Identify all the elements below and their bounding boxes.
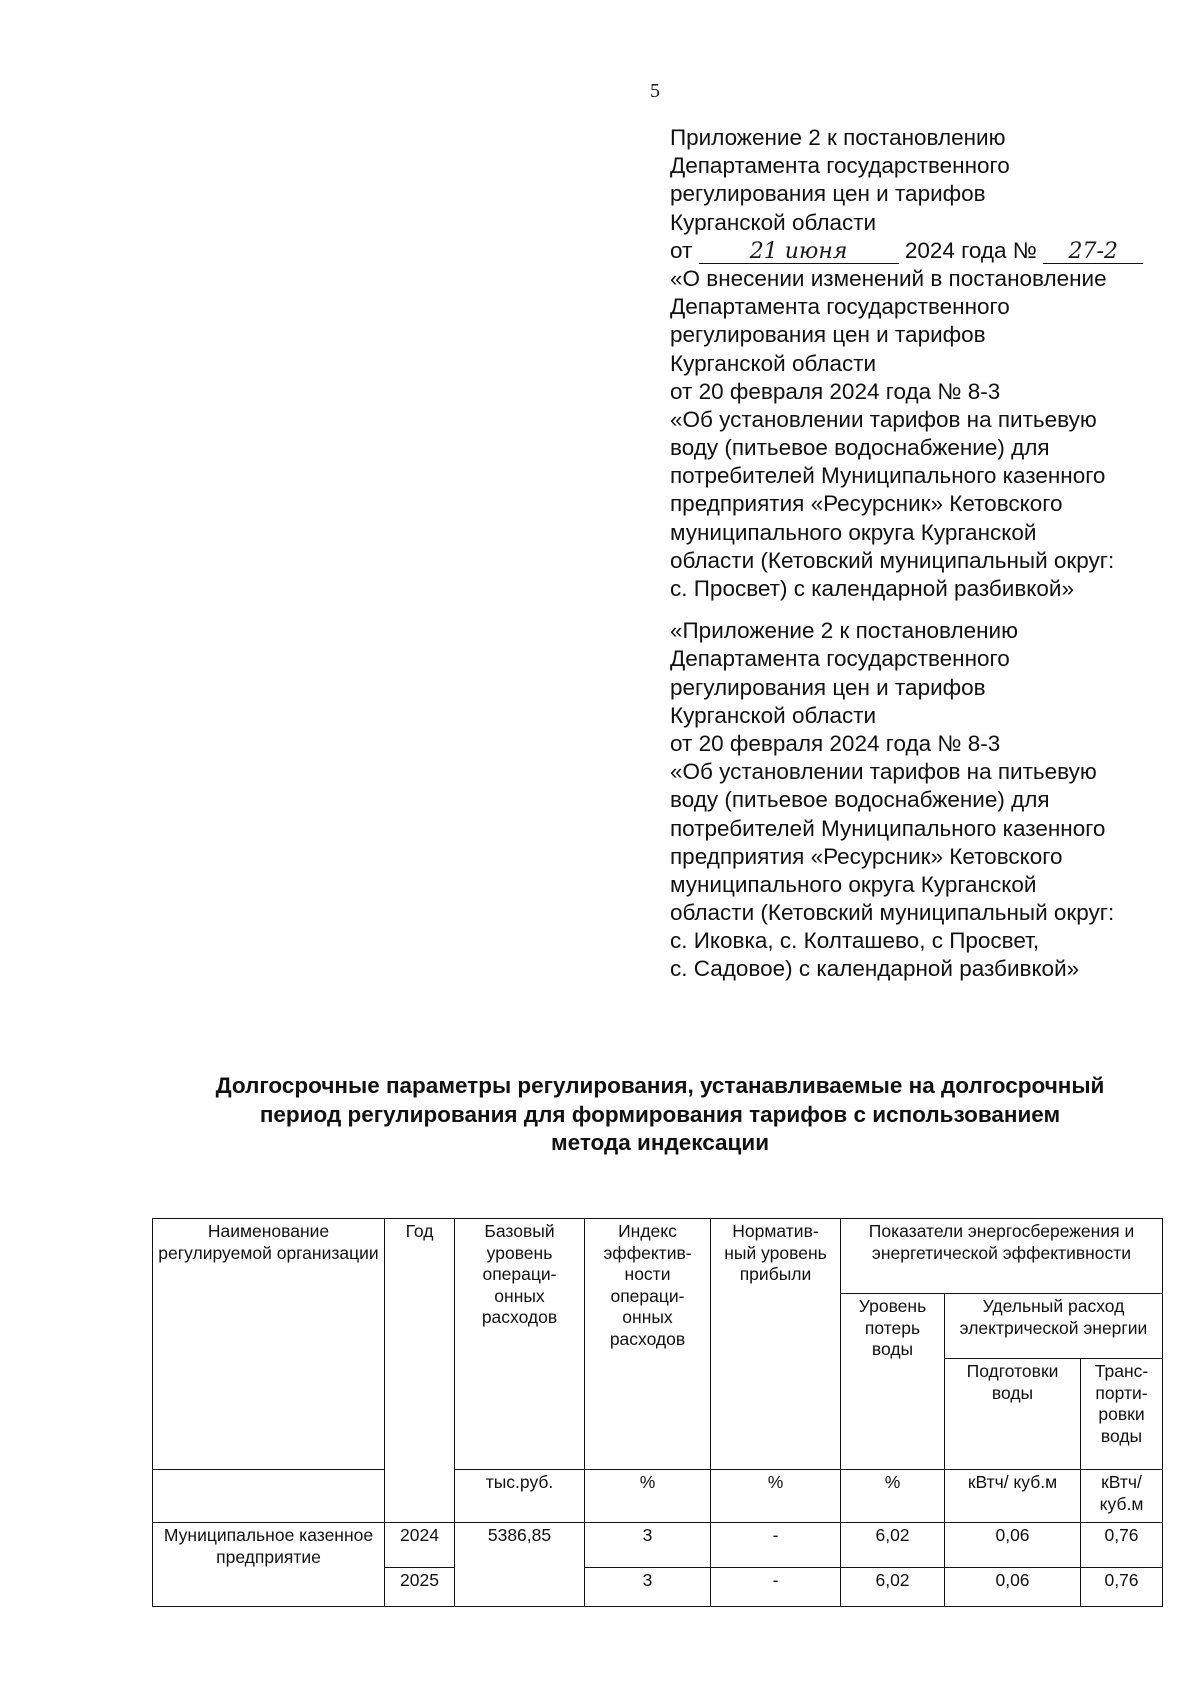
appendix-2-line: с. Садовое) с календарной разбивкой» <box>670 956 1080 982</box>
appendix-2-line: области (Кетовский муниципальный округ: <box>670 900 1115 926</box>
appendix-line: Курганской области <box>670 209 877 235</box>
appendix-line: от 20 февраля 2024 года № 8-3 <box>670 378 1001 404</box>
appendix-line: с. Просвет) с календарной разбивкой» <box>670 576 1074 601</box>
header-index: Индекс эффектив- ности операци- онных расходов <box>585 1219 711 1470</box>
header-profit: Норматив- ный уровень прибыли <box>711 1219 841 1470</box>
appendix-date-line <box>670 237 1190 265</box>
appendix-2-line: потребителей Муниципального казенного <box>670 815 1106 841</box>
appendix-line: Департамента государственного <box>670 294 1010 320</box>
appendix-line: регулирования цен и тарифов <box>670 322 986 348</box>
unit-index: % <box>585 1470 711 1523</box>
header-prep: Подготовки воды <box>945 1359 1081 1470</box>
appendix-2-line: предприятия «Ресурсник» Кетовского <box>670 843 1063 869</box>
appendix-2-line: от 20 февраля 2024 года № 8-3 <box>670 730 1001 756</box>
page-number: 5 <box>650 80 660 102</box>
header-org: Наименование регулируемой организации <box>153 1219 385 1470</box>
appendix-line: предприятия «Ресурсник» Кетовского <box>670 491 1063 517</box>
heading-line: Долгосрочные параметры регулирования, устанавливаемые на долгосрочный <box>215 1073 1105 1098</box>
appendix-2-line: Курганской области <box>670 702 877 728</box>
header-transport: Транс- порти- ровки воды <box>1081 1359 1163 1470</box>
date-suffix: 2024 года № <box>904 237 1037 263</box>
header-base: Базовый уровень операци- онных расходов <box>455 1219 585 1470</box>
appendix-line: воду (питьевое водоснабжение) для <box>670 435 1050 461</box>
cell-index: 3 <box>585 1523 711 1568</box>
appendix-2-line: «Приложение 2 к постановлению <box>670 618 1018 644</box>
appendix-line: Департамента государственного <box>670 153 1010 179</box>
table-header-row <box>153 1219 1163 1294</box>
appendix-line: потребителей Муниципального казенного <box>670 463 1106 489</box>
handwritten-number: 27-2 <box>1043 241 1143 264</box>
appendix-line: регулирования цен и тарифов <box>670 181 986 207</box>
appendix-2-line: Департамента государственного <box>670 646 1010 672</box>
appendix-line: муниципального округа Курганской <box>670 519 1037 545</box>
appendix-2-line: муниципального округа Курганской <box>670 871 1037 897</box>
handwritten-date: 21 июня <box>699 241 899 264</box>
appendix-2-line: с. Иковка, с. Колташево, с Просвет, <box>670 928 1040 954</box>
heading-line: период регулирования для формирования тарифов с использованием <box>259 1101 1061 1127</box>
header-loss: Уровень потерь воды <box>841 1294 945 1470</box>
cell-transport: 0,76 <box>1081 1523 1163 1568</box>
appendix-line: Приложение 2 к постановлению <box>670 125 1006 150</box>
table-units-row <box>153 1470 1163 1523</box>
document-heading <box>150 1072 1170 1158</box>
header-power-group: Удельный расход электрической энергии <box>945 1294 1163 1359</box>
header-energy-group: Показатели энергосбережения и энергетической эффективности <box>841 1219 1163 1294</box>
unit-transport: кВтч/ куб.м <box>1081 1470 1163 1523</box>
cell-index: 3 <box>585 1568 711 1607</box>
parameters-table <box>152 1218 1163 1607</box>
cell-transport: 0,76 <box>1081 1568 1163 1607</box>
date-prefix: от <box>670 237 693 263</box>
cell-year: 2024 <box>385 1523 455 1568</box>
appendix-line: области (Кетовский муниципальный округ: <box>670 547 1115 573</box>
appendix-line: «О внесении изменений в постановление <box>670 265 1107 291</box>
cell-profit: - <box>711 1568 841 1607</box>
cell-loss: 6,02 <box>841 1523 945 1568</box>
appendix-2-line: воду (питьевое водоснабжение) для <box>670 787 1050 813</box>
unit-base: тыс.руб. <box>455 1470 585 1523</box>
cell-prep: 0,06 <box>945 1568 1081 1607</box>
appendix-2-line: регулирования цен и тарифов <box>670 674 986 700</box>
cell-prep: 0,06 <box>945 1523 1081 1568</box>
cell-base-value: 5386,85 <box>455 1523 585 1607</box>
appendix-block <box>670 124 1190 984</box>
units-org <box>153 1470 385 1523</box>
header-year: Год <box>385 1219 455 1523</box>
heading-line: метода индексации <box>550 1130 770 1155</box>
cell-year: 2025 <box>385 1568 455 1607</box>
unit-prep: кВтч/ куб.м <box>945 1470 1081 1523</box>
cell-org-name: Муниципальное казенное предприятие <box>153 1523 385 1607</box>
cell-loss: 6,02 <box>841 1568 945 1607</box>
spacer <box>670 603 1190 617</box>
unit-loss: % <box>841 1470 945 1523</box>
appendix-2-line: «Об установлении тарифов на питьевую <box>670 759 1097 785</box>
appendix-line: Курганской области <box>670 350 877 376</box>
table-row <box>153 1523 1163 1568</box>
unit-profit: % <box>711 1470 841 1523</box>
appendix-line: «Об установлении тарифов на питьевую <box>670 406 1097 432</box>
cell-profit: - <box>711 1523 841 1568</box>
